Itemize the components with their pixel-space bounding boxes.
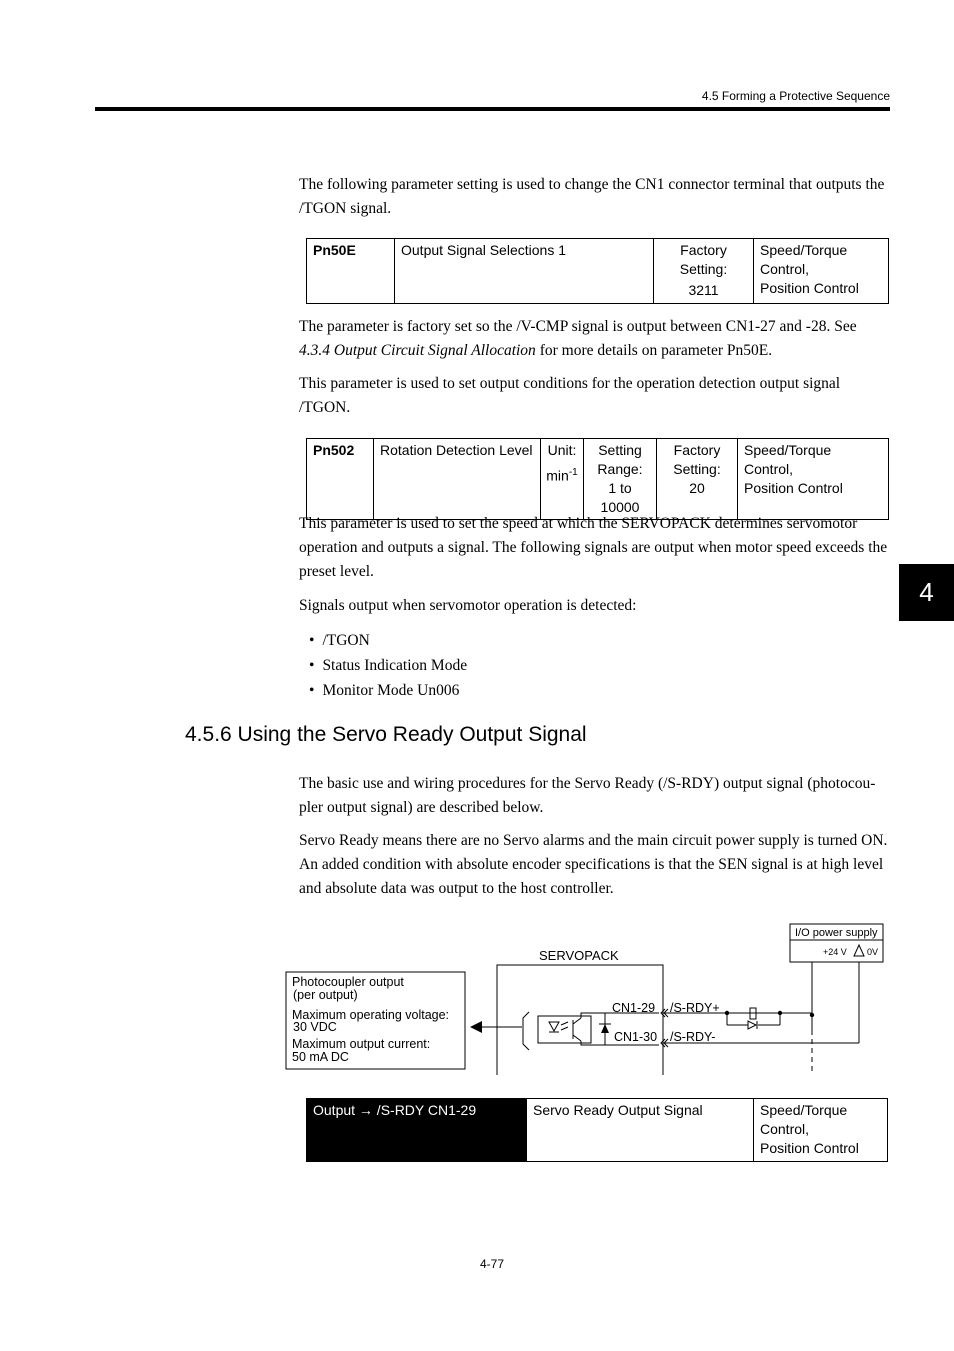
s-rdy-ctrl-line3: Position Control [760,1140,859,1156]
pn502-range-line1: Setting [598,442,642,458]
photocoupler-line3: Maximum operating voltage: [292,1008,450,1022]
pn50e-factory-line1: Factory [680,242,727,258]
signals-output-paragraph: Signals output when servomotor operation is detected: [299,597,637,614]
servo-ready-intro-paragraph: The basic use and wiring procedures for the Servo Ready (/S-RDY) output signal (photocou-pler output signal) are described below. [299,775,876,816]
pn502-description-paragraph: This parameter is used to set the speed at which the SERVOPACK determines servomotor operation and outputs a signal. The following signals are output when motor speed exceeds the preset level. [299,515,888,580]
pn502-ctrl-line3: Position Control [744,480,843,496]
section-title: 4.5.6 Using the Servo Ready Output Signal [185,723,587,746]
intro-paragraph: The following parameter setting is used to change the CN1 connector terminal that outputs the /TGON signal. [299,176,885,217]
pn502-code: Pn502 [307,439,374,520]
page-number: 4-77 [479,1257,505,1271]
pn502-range-line2: Range: [597,461,643,477]
s-rdy-ctrl-line2: Control, [760,1121,810,1137]
pn50e-factory-line2: Setting: [679,261,728,277]
servopack-outline [497,965,663,1075]
pn50e-ctrl-line2: Control, [760,261,810,277]
pn50e-factory-value: 3211 [688,282,719,298]
pn50e-ctrl-line3: Position Control [760,280,859,296]
photocoupler-line2: (per output) [293,988,358,1002]
pn502-factory-line2: Setting: [673,461,721,477]
pn50e-ctrl-line1: Speed/Torque [760,242,848,258]
pn502-ctrl-line1: Speed/Torque [744,442,832,458]
plus24v-label: +24 V [823,947,847,957]
pn502-factory-value: 20 [689,480,705,496]
photocoupler-icon [538,1016,591,1043]
running-header: 4.5 Forming a Protective Sequence [701,89,890,103]
pn502-unit-exp: -1 [568,467,578,478]
s-rdy-name-cell: Servo Ready Output Signal [527,1099,754,1162]
s-rdy-ctrl-line1: Speed/Torque [760,1102,848,1118]
s-rdy-output-table [306,1098,888,1162]
cn1-30-label: CN1-30 [614,1030,658,1044]
io-power-label: I/O power supply [795,927,878,939]
output-arrow-icon [470,1021,482,1033]
servo-ready-condition-paragraph: Servo Ready means there are no Servo alarms and the main circuit power supply is turned ON. An added condition with absolute encoder specifications is that the SEN signal is at high level and absolute data was output to the host controller. [299,832,888,897]
zero-v-label: 0V [867,947,879,957]
s-rdy-signal-cell: Output → /S-RDY CN1-29 [307,1099,527,1162]
photocoupler-line4: 30 VDC [293,1020,337,1034]
list-item: • Status Indication Mode [309,653,467,678]
pn502-range-value: 1 to 10000 [600,480,640,515]
cn1-29-label: CN1-29 [612,1001,656,1015]
list-item: • /TGON [309,628,467,653]
photocoupler-line1: Photocoupler output [292,975,404,989]
pn502-intro-paragraph: This parameter is used to set output conditions for the operation detection output signal /TGON. [299,375,841,416]
protection-diode-icon [601,1024,609,1033]
s-rdy-minus-label: /S-RDY- [670,1030,716,1044]
s-rdy-control-cell [754,1099,888,1162]
junction-dot [725,1011,729,1015]
photocoupler-line6: 50 mA DC [292,1050,349,1064]
flyback-diode-icon [748,1021,756,1029]
junction-dot [778,1011,782,1015]
pn502-unit-base: min [546,467,569,484]
photocoupler-line5: Maximum output current: [292,1037,431,1051]
led-icon [549,1022,559,1031]
s-rdy-plus-label: /S-RDY+ [670,1001,720,1015]
pn502-name: Rotation Detection Level [374,439,541,520]
junction-dot [810,1013,814,1017]
pn50e-note-before: The parameter is factory set so the /V-CMP signal is output between CN1-27 and -28. See [299,318,857,335]
pn502-unit-label: Unit: [547,442,577,458]
cross-reference-link: 4.3.4 Output Circuit Signal Allocation [299,342,536,359]
pn502-factory-line1: Factory [673,442,721,458]
list-item: • Monitor Mode Un006 [309,678,467,703]
pn50e-note-after: for more details on parameter Pn50E. [535,342,773,359]
pn50e-name: Output Signal Selections 1 [395,239,654,304]
ground-triangle-icon [854,945,864,956]
chapter-tab: 4 [899,564,954,621]
servopack-label: SERVOPACK [539,948,619,963]
pn502-ctrl-line2: Control, [744,461,794,477]
pn50e-code: Pn50E [307,239,395,304]
